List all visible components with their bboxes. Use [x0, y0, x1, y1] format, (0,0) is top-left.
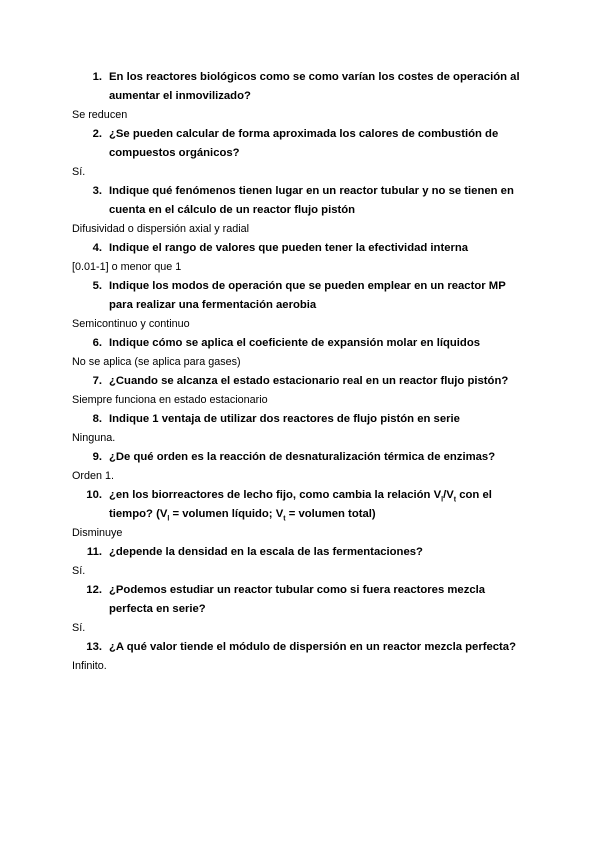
question-3: [0, 182, 600, 220]
answer-8: Ninguna.: [72, 432, 116, 444]
qa-item-2: [0, 125, 600, 182]
question-13: [0, 638, 600, 657]
question-1: [0, 68, 600, 106]
question-text: ¿Podemos estudiar un reactor tubular como si fuera reactores mezcla perfecta en serie?: [109, 584, 486, 615]
question-text: Indique los modos de operación que se pueden emplear en un reactor MP para realizar una fermentación aerobia: [109, 280, 506, 311]
qa-item-8: [0, 410, 600, 448]
qa-item-12: [0, 581, 600, 638]
answer-11: Sí.: [72, 565, 86, 577]
question-7: [0, 372, 600, 391]
question-number: 9.: [92, 451, 102, 463]
question-number: 3.: [92, 185, 102, 197]
qa-item-7: [0, 372, 600, 410]
question-6: [0, 334, 600, 353]
answer-3: Difusividad o dispersión axial y radial: [72, 223, 250, 235]
answer-2: Sí.: [72, 166, 86, 178]
qa-item-5: [0, 277, 600, 334]
question-number: 11.: [86, 546, 102, 558]
question-number: 12.: [86, 584, 102, 596]
answer-12: Sí.: [72, 622, 86, 634]
question-12: [0, 581, 600, 619]
question-text: ¿A qué valor tiende el módulo de dispersión en un reactor mezcla perfecta?: [109, 641, 516, 653]
question-2: [0, 125, 600, 163]
question-number: 2.: [92, 128, 102, 140]
qa-item-1: [0, 68, 600, 125]
question-11: [0, 543, 600, 562]
answer-1: Se reducen: [72, 109, 128, 121]
answer-6: No se aplica (se aplica para gases): [72, 356, 241, 368]
answer-13: Infinito.: [72, 660, 107, 672]
qa-item-9: [0, 448, 600, 486]
qa-item-11: [0, 543, 600, 581]
question-5: [0, 277, 600, 315]
question-number: 10.: [86, 489, 102, 501]
answer-4: [0.01-1] o menor que 1: [72, 261, 182, 273]
question-number: 7.: [92, 375, 102, 387]
question-number: 5.: [92, 280, 102, 292]
question-8: [0, 410, 600, 429]
question-number: 13.: [86, 641, 102, 653]
question-number: 1.: [92, 71, 102, 83]
qa-item-6: [0, 334, 600, 372]
question-number: 8.: [92, 413, 102, 425]
question-text: ¿De qué orden es la reacción de desnaturalización térmica de enzimas?: [109, 451, 496, 463]
question-text: ¿depende la densidad en la escala de las fermentaciones?: [109, 546, 423, 558]
question-number: 6.: [92, 337, 102, 349]
question-text: ¿en los biorreactores de lecho fijo, como cambia la relación $V_l/V_t$ con el tiempo? ($V_l$ = volumen líquido; $V_t$ = volumen total): [109, 489, 492, 523]
answer-5: Semicontinuo y continuo: [72, 318, 190, 330]
question-text: ¿Se pueden calcular de forma aproximada los calores de combustión de compuestos orgánicos?: [109, 128, 499, 159]
answer-10: Disminuye: [72, 527, 123, 539]
question-10: [0, 486, 600, 524]
question-text: Indique el rango de valores que pueden tener la efectividad interna: [109, 242, 469, 254]
qa-item-3: [0, 182, 600, 239]
question-text: Indique 1 ventaja de utilizar dos reactores de flujo pistón en serie: [109, 413, 460, 425]
question-list: [0, 68, 600, 676]
qa-item-13: [0, 638, 600, 676]
question-text: Indique qué fenómenos tienen lugar en un reactor tubular y no se tienen en cuenta en el cálculo de un reactor flujo pistón: [109, 185, 514, 216]
qa-item-10: [0, 486, 600, 543]
question-4: [0, 239, 600, 258]
question-text: En los reactores biológicos como se como varían los costes de operación al aumentar el inmovilizado?: [109, 71, 520, 102]
question-9: [0, 448, 600, 467]
question-text: ¿Cuando se alcanza el estado estacionario real en un reactor flujo pistón?: [109, 375, 509, 387]
answer-7: Siempre funciona en estado estacionario: [72, 394, 268, 406]
question-number: 4.: [92, 242, 102, 254]
answer-9: Orden 1.: [72, 470, 115, 482]
question-text: Indique cómo se aplica el coeficiente de expansión molar en líquidos: [109, 337, 481, 349]
qa-item-4: [0, 239, 600, 277]
